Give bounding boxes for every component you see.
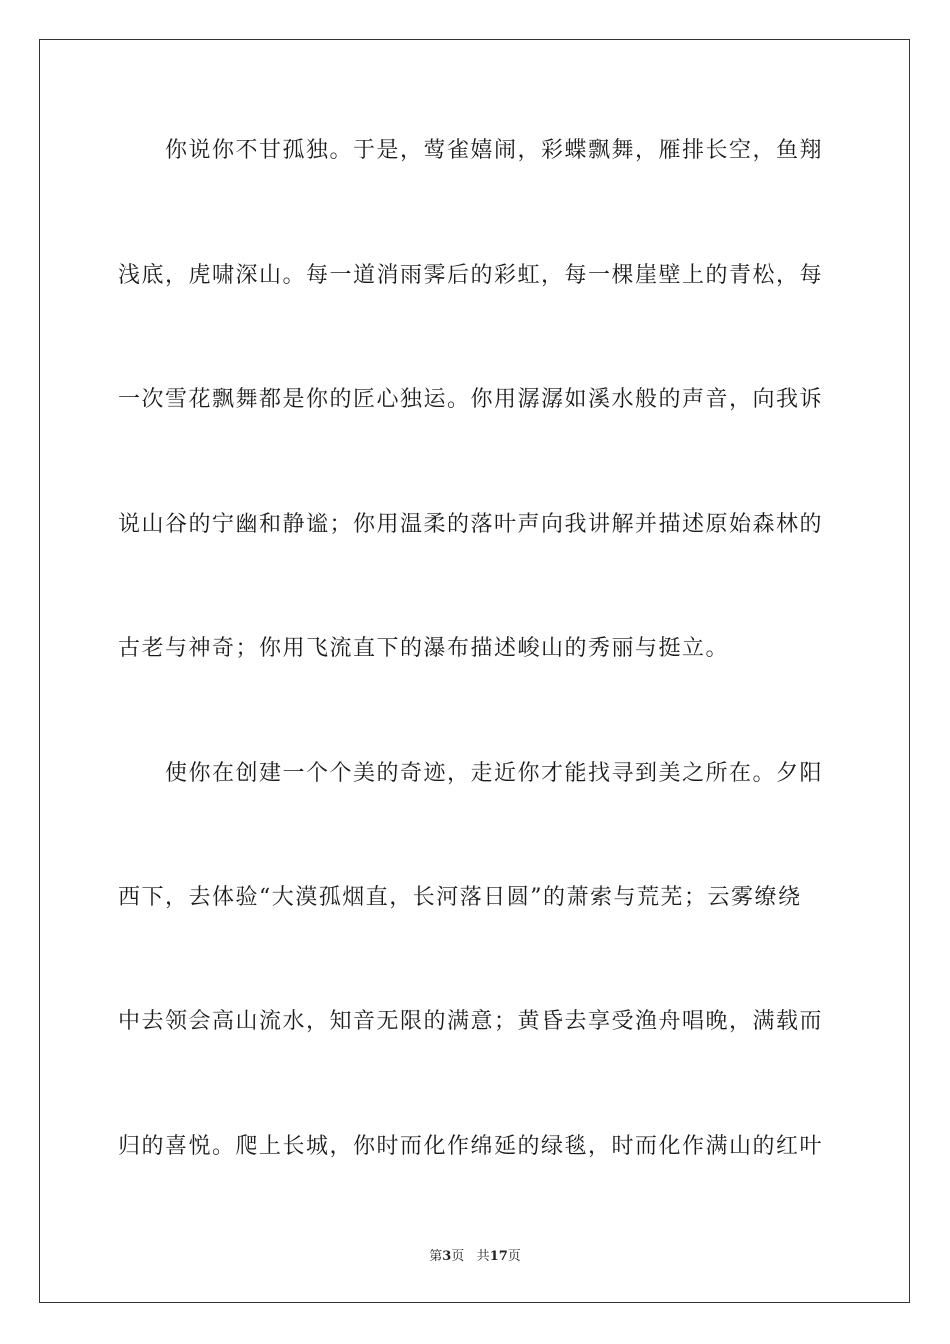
paragraph-2-line-1: 使你在创建一个个美的奇迹，走近你才能找寻到美之所在。夕阳 [165,761,824,786]
paragraph-2-line-3: 中去领会高山流水，知音无限的满意；黄昏去享受渔舟唱晚，满载而 [118,1009,824,1034]
paragraph-1-line-5: 古老与神奇；你用飞流直下的瀑布描述峻山的秀丽与挺立。 [118,636,730,661]
paragraph-1-line-1: 你说你不甘孤独。于是，莺雀嬉闹，彩蝶飘舞，雁排长空，鱼翔 [165,138,824,163]
paragraph-1-line-3: 一次雪花飘舞都是你的匠心独运。你用潺潺如溪水般的声音，向我诉 [118,387,824,412]
page-prefix: 第 [429,1249,443,1264]
page-border [39,39,910,1303]
total-suffix: 页 [507,1249,521,1264]
page-suffix: 页 [451,1249,465,1264]
total-prefix: 共 [476,1249,490,1264]
paragraph-2-line-2: 西下，去体验“大漠孤烟直，长河落日圆”的萧索与荒芜；云雾缭绕 [118,885,802,910]
paragraph-1-line-4: 说山谷的宁幽和静谧；你用温柔的落叶声向我讲解并描述原始森林的 [118,512,824,537]
page-footer [0,1248,950,1266]
paragraph-1-line-2: 浅底，虎啸深山。每一道消雨霁后的彩虹，每一棵崖壁上的青松，每 [118,263,824,288]
total-pages: 17 [489,1249,508,1264]
paragraph-2-line-4: 归的喜悦。爬上长城，你时而化作绵延的绿毯，时而化作满山的红叶 [118,1134,824,1159]
page-number: 3 [442,1249,452,1264]
